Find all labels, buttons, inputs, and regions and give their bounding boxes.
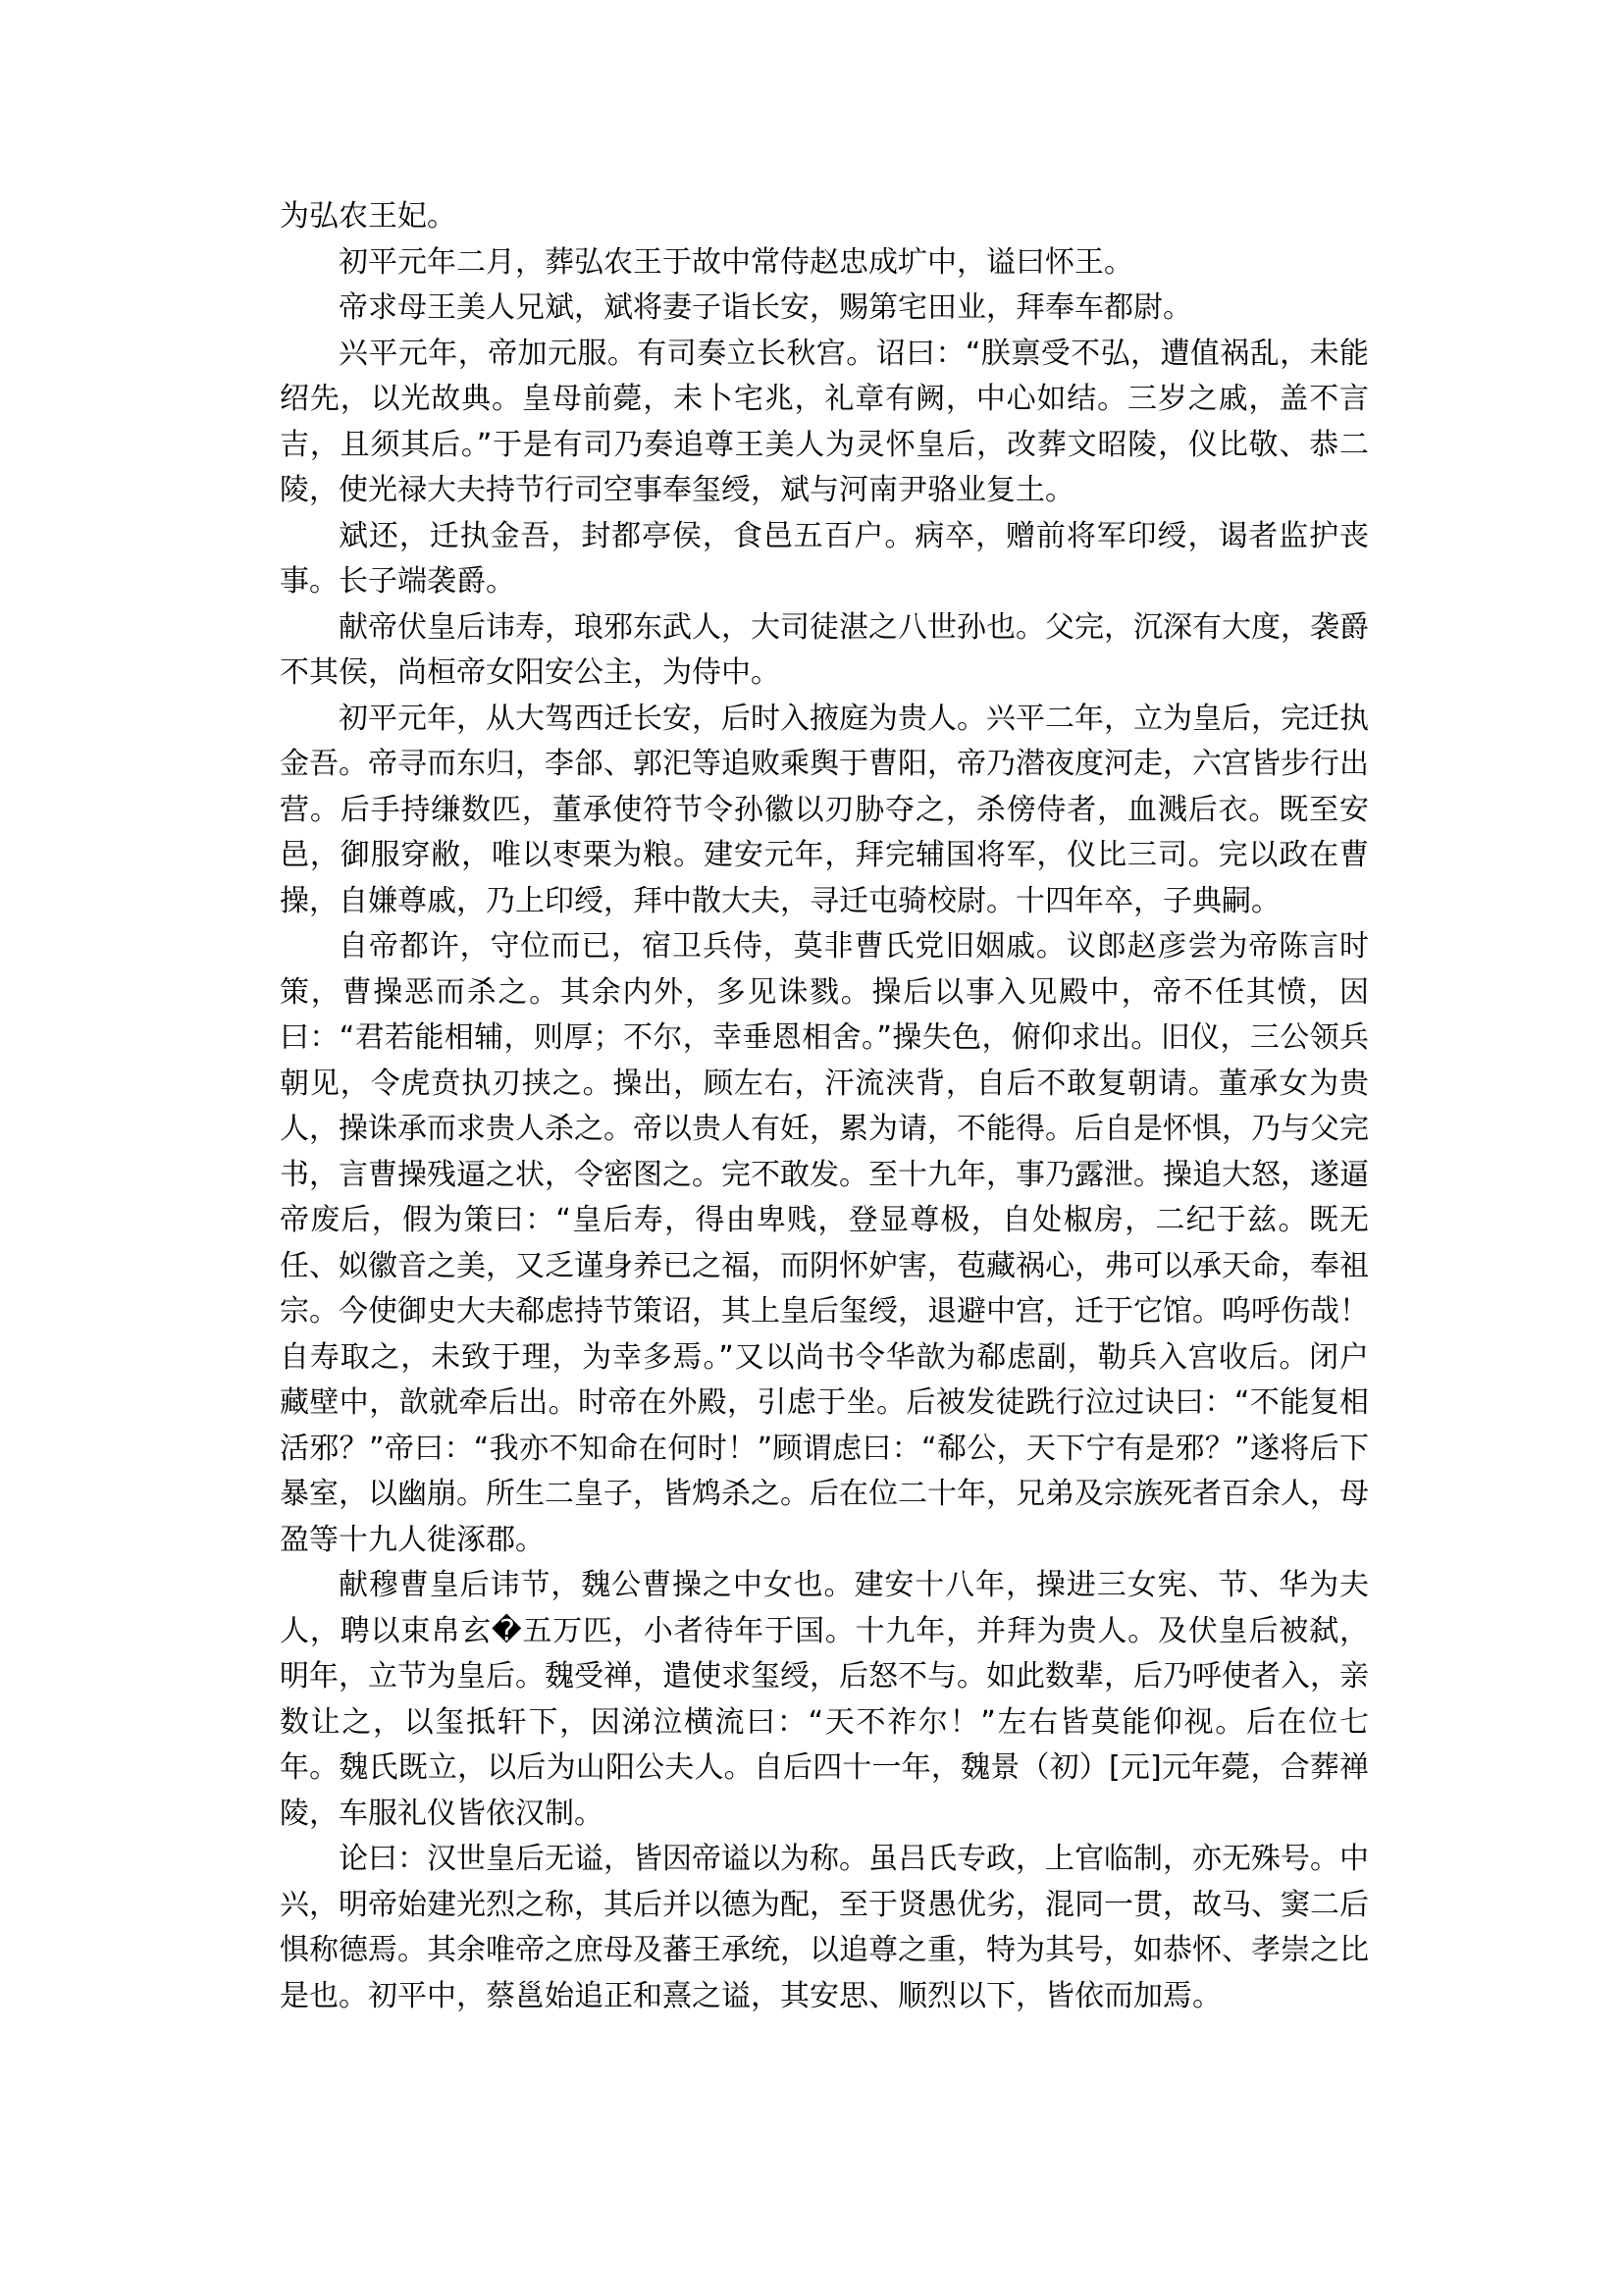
paragraph-8: 自帝都许，守位而已，宿卫兵侍，莫非曹氏党旧姻戚。议郎赵彦尝为帝陈言时策，曹操恶而杀之。其余内外，多见诛戮。操后以事入见殿中，帝不任其愤，因曰：“君若能相辅，则厚；不尔，幸垂恩相舍。”操失色，俯仰求出。旧仪，三公领兵朝见，令虎贲执刃挟之。操出，顾左右，汗流浃背，自后不敢复朝请。董承女为贵人，操诛承而求贵人杀之。帝以贵人有妊，累为请，不能得。后自是怀惧，乃与父完书，言曹操残逼之状，令密图之。完不敢发。至十九年，事乃露泄。操追大怒，遂逼帝废后，假为策曰：“皇后寿，得由卑贱，登显尊极，自处椒房，二纪于兹。既无任、姒徽音之美，又乏谨身养已之福，而阴怀妒害，苞藏祸心，弗可以承天命，奉祖 宗。今使御史大夫郗虑持节策诏，其上皇后玺绶，退避中宫，迁于它馆。呜呼伤哉！自寿取之，未致于理，为幸多焉。”又以尚书令华歆为郗虑副，勒兵入宫收后。闭户藏壁中，歆就牵后出。时帝在外殿，引虑于坐。后被发徒跣行泣过诀曰：“不能复相活邪？”帝曰：“我亦不知命在何时！”顾谓虑曰：“郗公，天下宁有是邪？”遂将后下暴室，以幽崩。所生二皇子，皆鸩杀之。后在位二十年，兄弟及宗族死者百余人，母盈等十九人徙涿郡。 xyxy=(280,929,1398,1557)
paragraph-2: 初平元年二月，葬弘农王于故中常侍赵忠成圹中，谥曰怀王。 xyxy=(339,244,1133,280)
paragraph-6: 献帝伏皇后讳寿，琅邪东武人，大司徒湛之八世孙也。父完，沉深有大度，袭爵不其侯，尚桓帝女阳安公主，为侍中。 xyxy=(280,609,1369,690)
paragraph-1: 为弘农王妃。 xyxy=(280,199,456,234)
paragraph-7: 初平元年，从大驾西迁长安，后时入掖庭为贵人。兴平二年，立为皇后，完迁执金吾。帝寻而东归，李郃、郭汜等追败乘舆于曹阳，帝乃潜夜度河走，六宫皆步行出营。后手持缣数匹，董承使符节令孙徽以刃胁夺之，杀傍侍者，血溅后衣。既至安邑，御服穿敝，唯以枣栗为粮。建安元年，拜完辅国将军，仪比三司。完以政在曹操，自嫌尊戚，乃上印绶，拜中散大夫，寻迁屯骑校尉。十四年卒，子典嗣。 xyxy=(280,701,1369,918)
paragraph-4: 兴平元年，帝加元服。有司奏立长秋宫。诏曰：“朕禀受不弘，遭值祸乱，未能绍先，以光故典。皇母前薨，未卜宅兆，礼章有阙，中心如结。三岁之戚，盖不言吉，且须其后。”于是有司乃奏追尊王美人为灵怀皇后，改葬文昭陵，仪比敬、恭二陵，使光禄大夫持节行司空事奉玺绶，斌与河南尹骆业复土。 xyxy=(280,336,1369,507)
document-page xyxy=(280,194,1398,2019)
paragraph-9: 献穆曹皇后讳节，魏公曹操之中女也。建安十八年，操进三女宪、节、华为夫人，聘以束帛玄�五万匹，小者待年于国。十九年，并拜为贵人。及伏皇后被弑，明年，立节为皇后。魏受禅，遣使求玺绶，后怒不与。如此数辈，后乃呼使者入，亲数让之，以玺抵轩下，因涕泣横流曰：“天不祚尔！”左右皆莫能仰视。后在位七年。魏氏既立，以后为山阳公夫人。自后四十一年，魏景（初）[元]元年薨，合葬禅陵，车服礼仪皆依汉制。 xyxy=(280,1568,1369,1831)
paragraph-10: 论曰：汉世皇后无谥，皆因帝谥以为称。虽吕氏专政，上官临制，亦无殊号。中兴，明帝始建光烈之称，其后并以德为配，至于贤愚优劣，混同一贯，故马、窦二后惧称德焉。其余唯帝之庶母及蕃王承统，以追尊之重，特为其号，如恭怀、孝崇之比是也。初平中，蔡邕始追正和熹之谥，其安思、顺烈以下，皆依而加焉。 xyxy=(280,1842,1369,2013)
paragraph-3: 帝求母王美人兄斌，斌将妻子诣长安，赐第宅田业，拜奉车都尉。 xyxy=(339,290,1192,325)
paragraph-5: 斌还，迁执金吾，封都亭侯，食邑五百户。病卒，赠前将军印绶，谒者监护丧事。长子端袭爵。 xyxy=(280,518,1369,599)
